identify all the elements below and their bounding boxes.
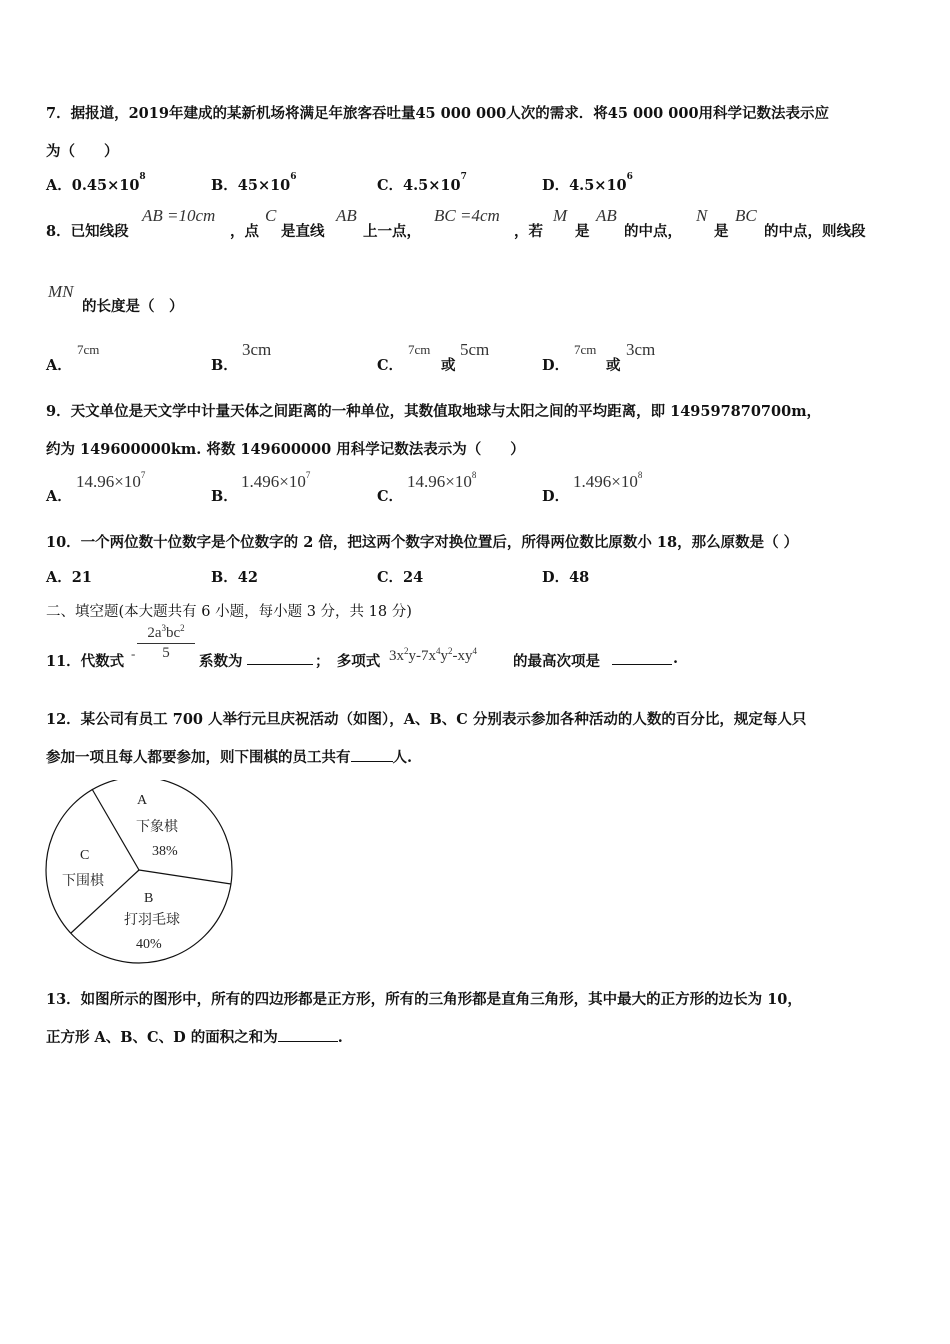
pie-divider-a-b <box>139 870 231 884</box>
q8-stem-line2: 的长度是（ ） <box>82 298 184 315</box>
q12-stem-line2: 参加一项且每人都要参加，则下围棋的员工共有 人. <box>46 749 413 766</box>
pie-divider-a-c <box>92 789 139 870</box>
q11-period: . <box>673 650 679 667</box>
q9-option-a-label: A． <box>46 488 72 505</box>
pie-label-a-percent: 38% <box>152 844 178 859</box>
section-header-fill-in: 二、填空题(本大题共有 6 小题，每小题 3 分，共 18 分) <box>46 604 412 620</box>
q11-fraction-denominator: 5 <box>162 645 170 661</box>
q7-stem-line2: 为（ ） <box>46 143 119 160</box>
q11-fraction-numerator: $2a^3bc^2$ <box>137 625 195 644</box>
q12-pie-chart <box>40 780 245 965</box>
q10-option-c: C．24 <box>377 569 424 586</box>
q7-option-a: A．$0.45\times 10^8$ <box>46 172 146 194</box>
q11-label: 11．代数式 <box>46 653 125 670</box>
q9-option-c-label: C． <box>377 488 404 505</box>
q13-stem-line1: 13．如图所示的图形中，所有的四边形都是正方形，所有的三角形都是直角三角形，其中最大的正方形的边长为 10， <box>46 991 802 1008</box>
q11-polynomial-text: ； 多项式 <box>315 653 381 670</box>
q11-polynomial: $3x^2y-7x^4y^2-xy^4$ <box>389 646 477 664</box>
q8-option-d-value1: 7cm <box>574 342 597 357</box>
q7-option-c: C．$4.5\times 10^7$ <box>377 172 467 194</box>
q12-blank[interactable] <box>351 747 393 762</box>
q9-stem-line2: 约为 149600000km. 将数 149600000 用科学记数法表示为（ ） <box>46 441 525 458</box>
q13-blank[interactable] <box>278 1027 338 1042</box>
q12-stem-line1: 12．某公司有员工 700 人举行元旦庆祝活动（如图），A、B、C 分别表示参加各种活动的人数的百分比，规定每人只 <box>46 711 807 728</box>
q8-option-d-or: 或 <box>606 357 621 374</box>
q11-highest-term-text: 的最高次项是 <box>513 653 600 670</box>
q10-stem: 10．一个两位数十位数字是个位数字的 2 倍，把这两个数字对换位置后，所得两位数比原数小 18，那么原数是（ ） <box>46 534 799 551</box>
q7-stem-line1: 7．据报道，2019年建成的某新机场将满足年旅客吞吐量45 000 000人次的需求．将45 000 000用科学记数法表示应 <box>46 105 830 122</box>
q8-option-a-label: A． <box>46 357 72 374</box>
q8-option-c-label: C． <box>377 357 404 374</box>
q8-option-d-value2: 3cm <box>626 340 656 359</box>
q11-coefficient-text: 系数为 <box>199 653 243 670</box>
q8-option-a-value: 7cm <box>77 342 100 357</box>
q8-option-c-or: 或 <box>441 357 456 374</box>
q9-option-d-label: D． <box>542 488 570 505</box>
pie-label-a-letter: A <box>137 793 148 808</box>
q11-blank-highest-term[interactable] <box>612 650 672 665</box>
pie-label-c-name: 下围棋 <box>62 874 104 889</box>
q10-option-a: A．21 <box>46 569 92 586</box>
q9-option-a-value: $14.96\times 10^7$ <box>76 470 146 491</box>
q9-option-b-value: $1.496\times 10^7$ <box>241 470 311 491</box>
q9-option-d-value: $1.496\times 10^8$ <box>573 470 643 491</box>
q8-option-d-label: D． <box>542 357 570 374</box>
q9-option-c-value: $14.96\times 10^8$ <box>407 470 477 491</box>
q8-option-b-value: 3cm <box>242 340 272 359</box>
q10-option-b: B．42 <box>211 569 258 586</box>
q8-option-b-label: B． <box>211 357 238 374</box>
q9-stem-line1: 9．天文单位是天文学中计量天体之间距离的一种单位，其数值取地球与太阳之间的平均距离，即 149597870700m， <box>46 403 822 420</box>
q13-stem-line2: 正方形 A、B、C、D 的面积之和为 . <box>46 1029 343 1046</box>
q11-minus-sign: - <box>131 646 136 661</box>
q7-option-b: B．$45\times 10^6$ <box>211 172 297 194</box>
pie-label-c-letter: C <box>80 848 90 863</box>
q11-blank-coefficient[interactable] <box>247 650 313 665</box>
q8-option-c-value2: 5cm <box>460 340 490 359</box>
pie-label-b-name: 打羽毛球 <box>124 913 180 928</box>
q10-option-d: D．48 <box>542 569 590 586</box>
q8-mn: MN <box>48 282 74 301</box>
pie-label-b-letter: B <box>144 891 154 906</box>
q11-fraction <box>137 625 195 662</box>
pie-label-a-name: 下象棋 <box>136 820 178 835</box>
q9-option-b-label: B． <box>211 488 238 505</box>
q7-option-d: D．$4.5\times 10^6$ <box>542 172 633 194</box>
pie-label-b-percent: 40% <box>136 937 162 952</box>
q8-option-c-value1: 7cm <box>408 342 431 357</box>
